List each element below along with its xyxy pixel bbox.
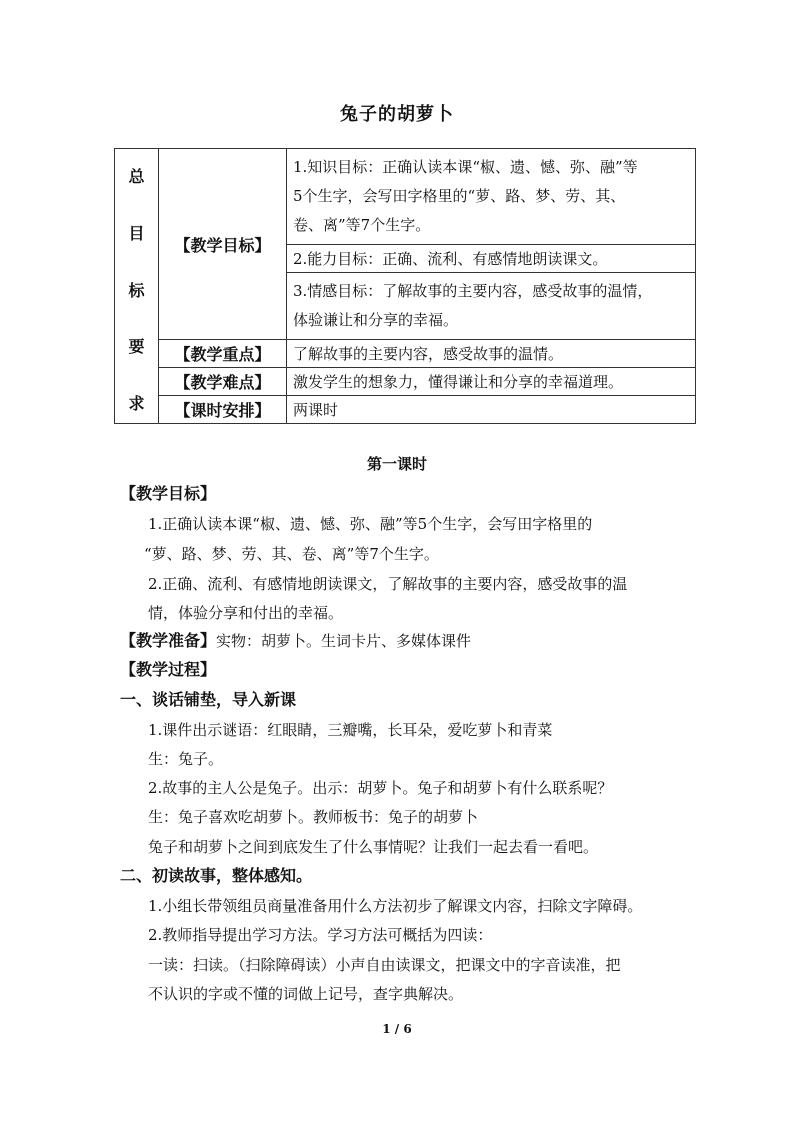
lesson-goals-heading: 【教学目标】 [120, 484, 217, 503]
lesson-title: 第一课时 [366, 455, 427, 473]
preparation-heading: 【教学准备】 [120, 631, 217, 650]
ability-goal-cell [287, 245, 696, 273]
preparation-line [120, 631, 471, 651]
difficulty-value: 激发学生的想象力，懂得谦让和分享的幸福道理。 [287, 368, 696, 396]
part2-heading: 二、初读故事，整体感知。 [120, 866, 313, 885]
schedule-value: 两课时 [287, 396, 696, 424]
teaching-goals-label: 【教学目标】 [159, 149, 287, 340]
part2-line: 1.小组长带领组员商量准备用什么方法初步了解课文内容，扫除文字障碍。 [148, 897, 643, 915]
goal-text-line: 1.正确认读本课“椒、遗、憾、弥、融”等5个生字，会写田字格里的 [148, 515, 593, 533]
emotion-goal-cell [287, 273, 696, 340]
goal-line: 5个生字，会写田字格里的“萝、路、梦、劳、其、 [293, 187, 626, 205]
process-heading: 【教学过程】 [120, 660, 217, 679]
goals-summary-table [114, 148, 696, 424]
key-point-label: 【教学重点】 [159, 340, 287, 368]
goal-text-line: 情，体验分享和付出的幸福。 [148, 604, 344, 622]
page-number: 1 / 6 [382, 1022, 412, 1036]
part1-line: 1.课件出示谜语：红眼睛，三瓣嘴，长耳朵，爱吃萝卜和青菜 [148, 721, 553, 739]
key-point-value: 了解故事的主要内容，感受故事的温情。 [287, 340, 696, 368]
part1-heading: 一、谈话铺垫，导入新课 [120, 690, 297, 709]
part2-line: 不认识的字或不懂的词做上记号，查字典解决。 [148, 985, 464, 1003]
preparation-text: 实物：胡萝卜。生词卡片、多媒体课件 [216, 632, 472, 650]
goal-line: 2.能力目标：正确、流利、有感情地朗读课文。 [293, 249, 608, 268]
side-label-char: 标 [128, 280, 145, 300]
side-label-char: 目 [128, 223, 145, 243]
overall-goals-label-cell [115, 149, 159, 424]
goal-text-line: “萝、路、梦、劳、其、卷、离”等7个生字。 [144, 545, 439, 563]
knowledge-goal-cell [287, 149, 696, 245]
part1-line: 兔子和胡萝卜之间到底发生了什么事情呢？让我们一起去看一看吧。 [148, 838, 599, 856]
part2-line: 一读：扫读。（扫除障碍读）小声自由读课文，把课文中的字音读准，把 [148, 956, 621, 974]
goal-line: 体验谦让和分享的幸福。 [293, 311, 459, 329]
goal-text-line: 2.正确、流利、有感情地朗读课文，了解故事的主要内容，感受故事的温 [148, 575, 628, 593]
goal-line: 卷、离”等7个生字。 [293, 216, 431, 234]
goal-line: 1.知识目标：正确认读本课“椒、遗、憾、弥、融”等 [293, 158, 638, 176]
difficulty-label: 【教学难点】 [159, 368, 287, 396]
goal-line: 3.情感目标：了解故事的主要内容，感受故事的温情， [293, 282, 653, 300]
part2-line: 2.教师指导提出学习方法。学习方法可概括为四读： [148, 926, 493, 944]
schedule-label: 【课时安排】 [159, 396, 287, 424]
part1-line: 生：兔子。 [148, 750, 224, 768]
side-label-char: 要 [128, 337, 145, 357]
side-label-char: 总 [128, 167, 145, 186]
part1-line: 2.故事的主人公是兔子。出示：胡萝卜。兔子和胡萝卜有什么联系呢？ [148, 779, 613, 797]
part1-line: 生：兔子喜欢吃胡萝卜。教师板书：兔子的胡萝卜 [148, 808, 479, 826]
document-title: 兔子的胡萝卜 [340, 104, 454, 125]
side-label-char: 求 [128, 394, 145, 413]
